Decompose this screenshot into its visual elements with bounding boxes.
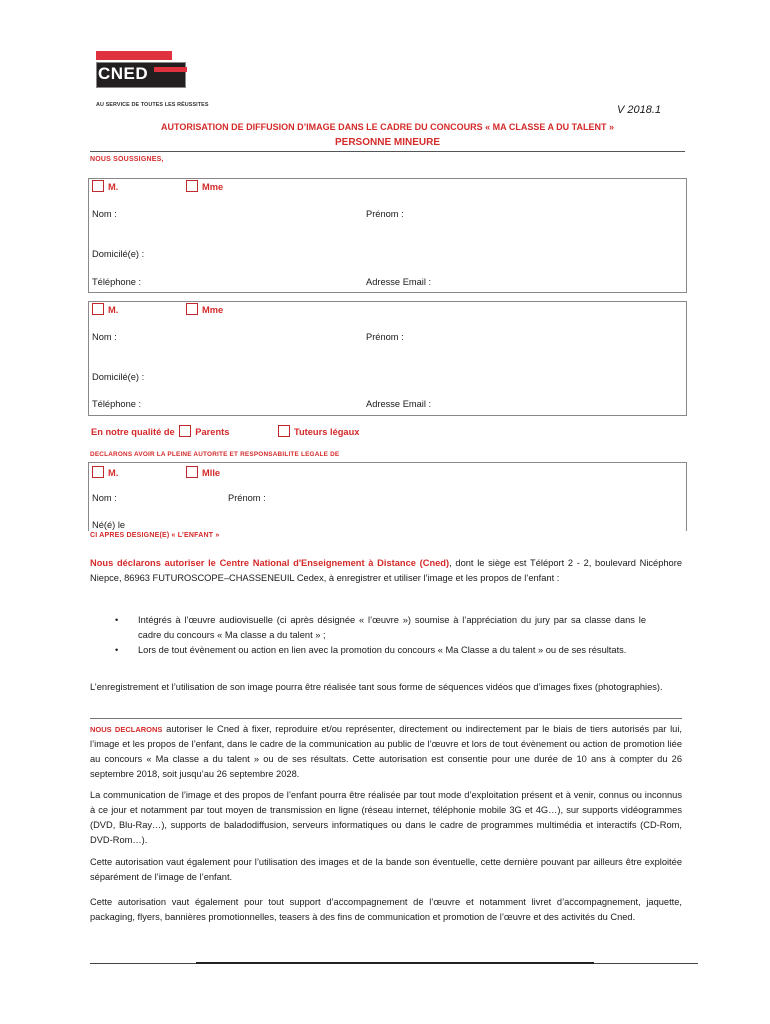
paragraph-communication: La communication de l’image et des propos de l’enfant pourra être réalisée par tout mode d’exploitation présent et à venir, connus ou inconnus à ce jour et notamment par tout moyen de transmission en ligne (réseau internet, téléphonie mobile 3G et 4G…), sur supports vidéogrammes (DVD, Blu-Ray…), supports de baladodiffusion, serveurs informatiques ou dans le cadre de programmes multimédia et interactifs (CD-Rom, DVD-Rom…). (90, 790, 682, 845)
paragraph-autorisation (90, 556, 682, 586)
parent1-mme-label: Mme (202, 182, 224, 192)
page-subtitle: PERSONNE MINEURE (334, 137, 440, 148)
parent2-email-field[interactable]: Adresse Email : (366, 399, 432, 409)
tuteurs-checkbox[interactable] (278, 425, 290, 437)
enfant-nom-field[interactable]: Nom : (92, 493, 117, 503)
parent2-telephone-field[interactable]: Téléphone : (92, 399, 142, 409)
declarons-autorite-heading: DECLARONS AVOIR LA PLEINE AUTORITE ET RESPONSABILITE LEGALE DE (90, 451, 340, 458)
enfant-box (88, 462, 687, 531)
logo-tagline: AU SERVICE DE TOUTES LES RÉUSSITES (96, 102, 209, 108)
title-divider (90, 151, 685, 152)
parent1-m-label: M. (108, 182, 119, 192)
paragraph-support: Cette autorisation vaut également pour tout support d’accompagnement de l’œuvre et notamment livret d’accompagnement, jaquette, packaging, flyers, bannières promotionnelles, teasers à des fins de communication et promotion de l’œuvre et des activités du Cned. (90, 897, 682, 922)
parents-checkbox[interactable] (179, 425, 191, 437)
parent1-prenom-field[interactable]: Prénom : (366, 209, 404, 219)
qualite-prefix: En notre qualité de (91, 427, 175, 437)
autorisation-bold: Nous déclarons autoriser le Centre National d'Enseignement à Distance (Cned) (90, 558, 450, 568)
parent2-m-checkbox[interactable] (92, 303, 104, 315)
enfant-m-label: M. (108, 468, 119, 478)
parent2-mme-label: Mme (202, 305, 224, 315)
paragraph-enregistrement: L’enregistrement et l’utilisation de son image pourra être réalisée tant sous forme de séquences vidéos que d’images fixes (photographies). (90, 682, 663, 692)
list-item: • Lors de tout évènement ou action en lien avec la promotion du concours « Ma Classe a du talent » ou de ses résultats. (115, 645, 627, 655)
nous-declarons-rest: autoriser le Cned à fixer, reproduire et/ou représenter, directement ou indirectement par le biais de tiers autorisés par lui, l’image et les propos de l’enfant, dans le cadre de la communication au public de l’œuvre et lors de tout évènement ou action de promotion liée au concours « Ma classe a du talent » ou de ses résultats. Cette autorisation est consentie pour une durée de 10 ans à compter du 26 septembre 2018, soit jusqu’au 26 septembre 2028. (90, 724, 682, 779)
autorisation-rest: , dont le siège est Téléport 2 - 2, boulevard Nicéphore Niepce, 86963 FUTUROSCOPE–CHASSENEUIL Cedex, à enregistrer et utiliser l’image et les propos de l’enfant : (90, 558, 682, 583)
parent2-prenom-field[interactable]: Prénom : (366, 332, 404, 342)
footer-accent (196, 962, 594, 964)
enfant-mlle-label: Mlle (202, 468, 221, 478)
parent2-mme-checkbox[interactable] (186, 303, 198, 315)
parents-label: Parents (195, 427, 230, 437)
section-divider (90, 718, 682, 719)
paragraph-nous-declarons (90, 722, 682, 782)
parent1-nom-field[interactable]: Nom : (92, 209, 117, 219)
nous-declarons-lead: NOUS DECLARONS (90, 725, 163, 734)
page-title: AUTORISATION DE DIFFUSION D’IMAGE DANS LE CADRE DU CONCOURS « MA CLASSE A DU TALENT » (160, 122, 614, 132)
parent2-domicile-field[interactable]: Domicilé(e) : (92, 372, 145, 382)
enfant-naissance-field[interactable]: Né(é) le (92, 520, 126, 530)
parent1-telephone-field[interactable]: Téléphone : (92, 277, 142, 287)
nous-soussignes-heading: NOUS SOUSSIGNES, (90, 156, 164, 163)
version-label: V 2018.1 (616, 104, 661, 116)
paragraph-bande-son: Cette autorisation vaut également pour l’utilisation des images et de la bande son éventuelle, cette dernière pouvant par ailleurs être exploitée séparément de l’image de l’enfant. (90, 857, 682, 882)
tuteurs-label: Tuteurs légaux (294, 427, 360, 437)
enfant-prenom-field[interactable]: Prénom : (228, 493, 266, 503)
parent2-m-label: M. (108, 305, 119, 315)
parent1-email-field[interactable]: Adresse Email : (366, 277, 432, 287)
parent2-box (88, 301, 687, 416)
ci-apres-heading: CI APRES DESIGNE(E) « L’ENFANT » (90, 532, 220, 539)
bullet-list (115, 613, 646, 658)
parent1-m-checkbox[interactable] (92, 180, 104, 192)
parent1-mme-checkbox[interactable] (186, 180, 198, 192)
qualite-row (91, 425, 229, 437)
cned-logo (96, 48, 209, 118)
list-item: • Intégrés à l’œuvre audiovisuelle (ci après désignée « l’œuvre ») soumise à l’appréciation du jury par sa classe dans le cadre du concours « Ma classe a du talent » ; (115, 615, 646, 640)
enfant-mlle-checkbox[interactable] (186, 466, 198, 478)
enfant-m-checkbox[interactable] (92, 466, 104, 478)
parent1-box (88, 178, 687, 293)
parent2-nom-field[interactable]: Nom : (92, 332, 117, 342)
logo-wordmark: CNED (98, 64, 149, 83)
parent1-domicile-field[interactable]: Domicilé(e) : (92, 249, 145, 259)
